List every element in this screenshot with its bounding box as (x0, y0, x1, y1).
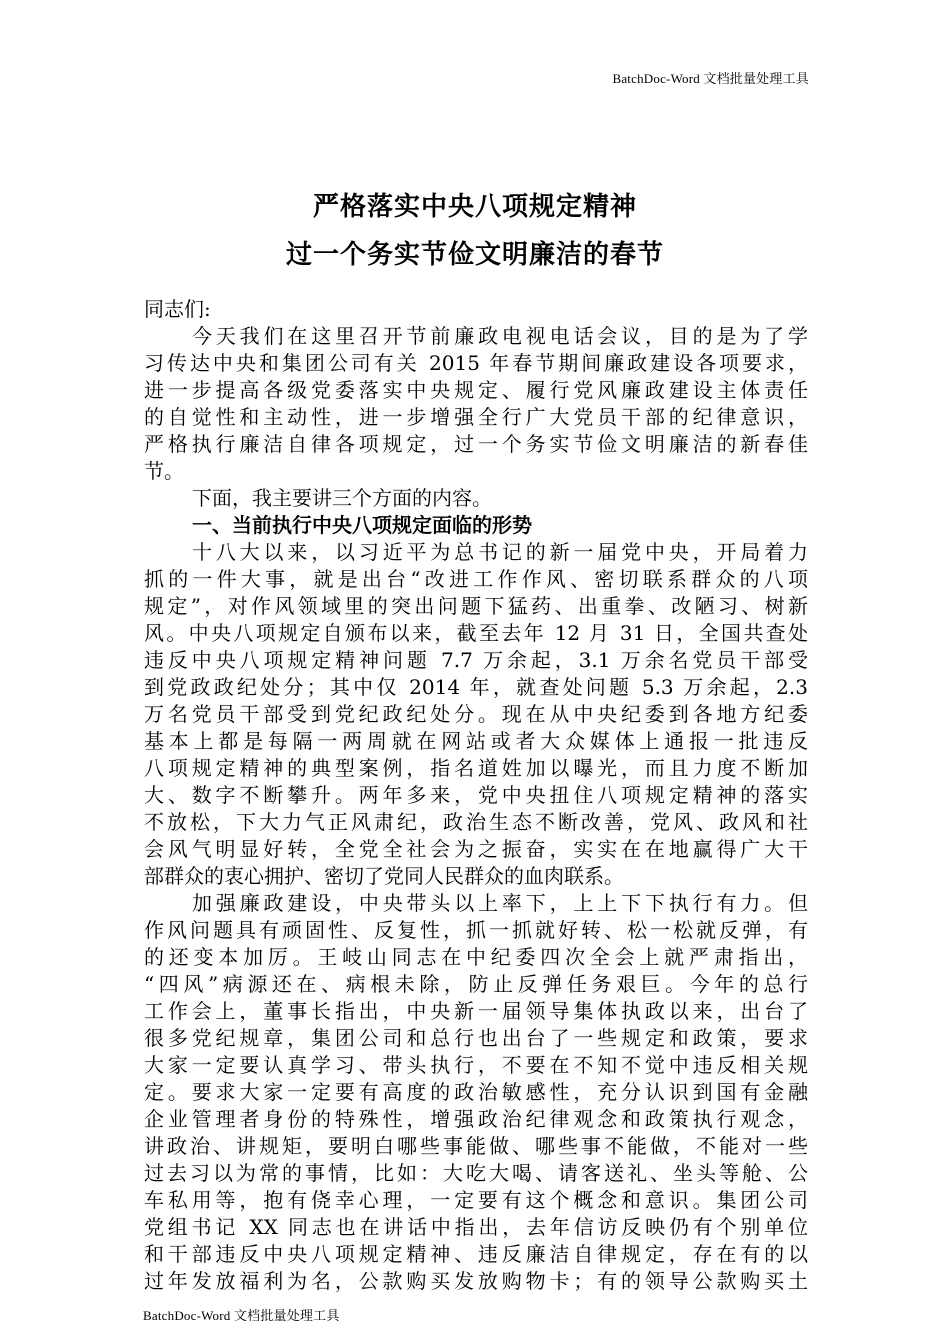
document-title-line2: 过一个务实节俭文明廉洁的春节 (285, 240, 664, 270)
document-body (144, 296, 808, 1295)
body-line: 严格执行廉洁自律各项规定，过一个务实节俭文明廉洁的新春佳 (144, 432, 808, 456)
body-line: 过年发放福利为名，公款购买发放购物卡；有的领导公款购买土 (144, 1269, 808, 1293)
body-line: 到党政政纪处分；其中仅 2014 年，就查处问题 5.3 万余起，2.3 (144, 675, 808, 699)
body-line: “四风”病源还在、病根未除，防止反弹任务艰巨。今年的总行 (144, 972, 808, 996)
body-line: 会风气明显好转，全党全社会为之振奋，实实在在地赢得广大干 (144, 837, 808, 861)
body-line: 十八大以来，以习近平为总书记的新一届党中央，开局着力 (192, 540, 808, 564)
body-line: 的自觉性和主动性，进一步增强全行广大党员干部的纪律意识， (144, 405, 808, 429)
footer-watermark: BatchDoc-Word 文档批量处理工具 (143, 1308, 340, 1323)
body-line: 定。要求大家一定要有高度的政治敏感性，充分认识到国有金融 (144, 1080, 808, 1104)
body-line: 过去习以为常的事情，比如：大吃大喝、请客送礼、坐头等舱、公 (144, 1161, 808, 1185)
body-line: 党组书记 XX 同志也在讲话中指出，去年信访反映仍有个别单位 (144, 1215, 808, 1239)
body-line: 抓的一件大事，就是出台“改进工作作风、密切联系群众的八项 (144, 567, 808, 591)
document-title-line1: 严格落实中央八项规定精神 (312, 192, 637, 222)
body-line: 节。 (144, 459, 184, 483)
body-line: 八项规定精神的典型案例，指名道姓加以曝光，而且力度不断加 (144, 756, 808, 780)
body-line: 今天我们在这里召开节前廉政电视电话会议，目的是为了学 (192, 324, 808, 348)
body-line: 进一步提高各级党委落实中央规定、履行党风廉政建设主体责任 (144, 378, 808, 402)
body-line: 规定”，对作风领域里的突出问题下猛药、出重拳、改陋习、树新 (144, 594, 808, 618)
body-line: 风。中央八项规定自颁布以来，截至去年 12 月 31 日，全国共查处 (144, 621, 808, 645)
body-line: 大家一定要认真学习、带头执行，不要在不知不觉中违反相关规 (144, 1053, 808, 1077)
body-line: 的还变本加厉。王岐山同志在中纪委四次全会上就严肃指出， (144, 945, 808, 969)
header-watermark: BatchDoc-Word 文档批量处理工具 (612, 71, 809, 86)
body-line: 车私用等，抱有侥幸心理，一定要有这个概念和意识。集团公司 (144, 1188, 808, 1212)
body-line: 习传达中央和集团公司有关 2015 年春节期间廉政建设各项要求， (144, 351, 808, 375)
body-line: 违反中央八项规定精神问题 7.7 万余起，3.1 万余名党员干部受 (144, 648, 808, 672)
body-line: 作风问题具有顽固性、反复性，抓一抓就好转、松一松就反弹，有 (144, 918, 808, 942)
body-line: 很多党纪规章，集团公司和总行也出台了一些规定和政策，要求 (144, 1026, 808, 1050)
body-line: 大、数字不断攀升。两年多来，党中央扭住八项规定精神的落实 (144, 783, 808, 807)
body-line: 企业管理者身份的特殊性，增强政治纪律观念和政策执行观念， (144, 1107, 808, 1131)
section-heading: 一、当前执行中央八项规定面临的形势 (192, 513, 532, 537)
salutation: 同志们: (144, 297, 211, 321)
body-line: 和干部违反中央八项规定精神、违反廉洁自律规定，存在有的以 (144, 1242, 808, 1266)
body-line: 不放松，下大力气正风肃纪，政治生态不断改善，党风、政风和社 (144, 810, 808, 834)
body-line: 讲政治、讲规矩，要明白哪些事能做、哪些事不能做，不能对一些 (144, 1134, 808, 1158)
body-line: 基本上都是每隔一两周就在网站或者大众媒体上通报一批违反 (144, 729, 808, 753)
body-line: 部群众的衷心拥护、密切了党同人民群众的血肉联系。 (144, 864, 624, 888)
body-line: 下面，我主要讲三个方面的内容。 (192, 486, 492, 510)
body-line: 万名党员干部受到党纪政纪处分。现在从中央纪委到各地方纪委 (144, 702, 808, 726)
body-line: 加强廉政建设，中央带头以上率下，上上下下执行有力。但 (192, 891, 808, 915)
body-line: 工作会上，董事长指出，中央新一届领导集体执政以来，出台了 (144, 999, 808, 1023)
